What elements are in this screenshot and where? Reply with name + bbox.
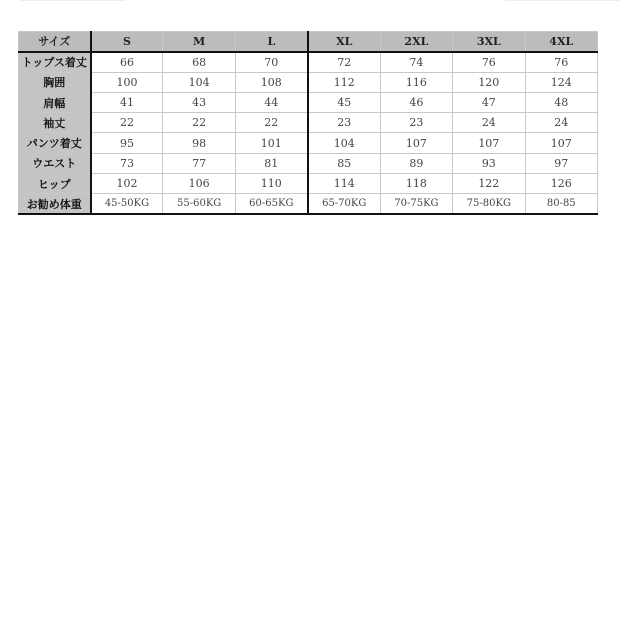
table-cell: 101 bbox=[235, 133, 307, 153]
table-cell: 76 bbox=[525, 52, 597, 72]
row-hip bbox=[19, 174, 598, 194]
table-cell: 80-85 bbox=[525, 194, 597, 214]
size-chart bbox=[18, 31, 598, 215]
size-3xl: 3XL bbox=[453, 32, 525, 52]
table-cell: 93 bbox=[453, 153, 525, 173]
table-cell: 77 bbox=[163, 153, 235, 173]
table-cell: 22 bbox=[235, 113, 307, 133]
row-sleeve bbox=[19, 113, 598, 133]
table-cell: 23 bbox=[380, 113, 452, 133]
table-cell: 107 bbox=[380, 133, 452, 153]
table-cell: 110 bbox=[235, 174, 307, 194]
row-top-length bbox=[19, 52, 598, 72]
table-cell: 23 bbox=[308, 113, 380, 133]
size-s: S bbox=[91, 32, 163, 52]
top-divider-right bbox=[505, 0, 620, 1]
row-label: 胸囲 bbox=[19, 72, 91, 92]
table-cell: 22 bbox=[163, 113, 235, 133]
table-cell: 120 bbox=[453, 72, 525, 92]
row-label: お勧め体重 bbox=[19, 194, 91, 214]
table-cell: 116 bbox=[380, 72, 452, 92]
table-cell: 107 bbox=[453, 133, 525, 153]
table-cell: 65-70KG bbox=[308, 194, 380, 214]
table-cell: 97 bbox=[525, 153, 597, 173]
table-cell: 45 bbox=[308, 92, 380, 112]
row-label: パンツ着丈 bbox=[19, 133, 91, 153]
table-cell: 124 bbox=[525, 72, 597, 92]
size-l: L bbox=[235, 32, 307, 52]
table-cell: 44 bbox=[235, 92, 307, 112]
table-cell: 22 bbox=[91, 113, 163, 133]
table-cell: 24 bbox=[525, 113, 597, 133]
row-waist bbox=[19, 153, 598, 173]
table-cell: 108 bbox=[235, 72, 307, 92]
size-table bbox=[18, 31, 598, 215]
table-cell: 122 bbox=[453, 174, 525, 194]
table-cell: 74 bbox=[380, 52, 452, 72]
table-cell: 41 bbox=[91, 92, 163, 112]
table-cell: 81 bbox=[235, 153, 307, 173]
table-cell: 70-75KG bbox=[380, 194, 452, 214]
table-cell: 24 bbox=[453, 113, 525, 133]
table-cell: 48 bbox=[525, 92, 597, 112]
table-cell: 43 bbox=[163, 92, 235, 112]
table-cell: 75-80KG bbox=[453, 194, 525, 214]
table-cell: 118 bbox=[380, 174, 452, 194]
table-cell: 95 bbox=[91, 133, 163, 153]
table-cell: 98 bbox=[163, 133, 235, 153]
size-xl: XL bbox=[308, 32, 380, 52]
row-recommended-weight bbox=[19, 194, 598, 214]
table-cell: 114 bbox=[308, 174, 380, 194]
table-cell: 55-60KG bbox=[163, 194, 235, 214]
table-cell: 70 bbox=[235, 52, 307, 72]
size-header-row bbox=[19, 32, 598, 52]
size-2xl: 2XL bbox=[380, 32, 452, 52]
table-cell: 47 bbox=[453, 92, 525, 112]
table-cell: 100 bbox=[91, 72, 163, 92]
table-cell: 72 bbox=[308, 52, 380, 72]
table-cell: 126 bbox=[525, 174, 597, 194]
size-m: M bbox=[163, 32, 235, 52]
row-shoulder bbox=[19, 92, 598, 112]
row-label: 袖丈 bbox=[19, 113, 91, 133]
table-cell: 73 bbox=[91, 153, 163, 173]
table-cell: 68 bbox=[163, 52, 235, 72]
table-cell: 89 bbox=[380, 153, 452, 173]
table-cell: 66 bbox=[91, 52, 163, 72]
header-label: サイズ bbox=[19, 32, 91, 52]
table-cell: 45-50KG bbox=[91, 194, 163, 214]
table-cell: 112 bbox=[308, 72, 380, 92]
table-cell: 106 bbox=[163, 174, 235, 194]
table-cell: 85 bbox=[308, 153, 380, 173]
table-cell: 102 bbox=[91, 174, 163, 194]
table-cell: 46 bbox=[380, 92, 452, 112]
row-label: トップス着丈 bbox=[19, 52, 91, 72]
row-label: 肩幅 bbox=[19, 92, 91, 112]
table-cell: 104 bbox=[308, 133, 380, 153]
row-pants-length bbox=[19, 133, 598, 153]
table-cell: 104 bbox=[163, 72, 235, 92]
table-cell: 107 bbox=[525, 133, 597, 153]
table-cell: 76 bbox=[453, 52, 525, 72]
row-label: ヒップ bbox=[19, 174, 91, 194]
row-label: ウエスト bbox=[19, 153, 91, 173]
row-chest bbox=[19, 72, 598, 92]
table-cell: 60-65KG bbox=[235, 194, 307, 214]
top-divider-left bbox=[20, 0, 125, 1]
size-4xl: 4XL bbox=[525, 32, 597, 52]
